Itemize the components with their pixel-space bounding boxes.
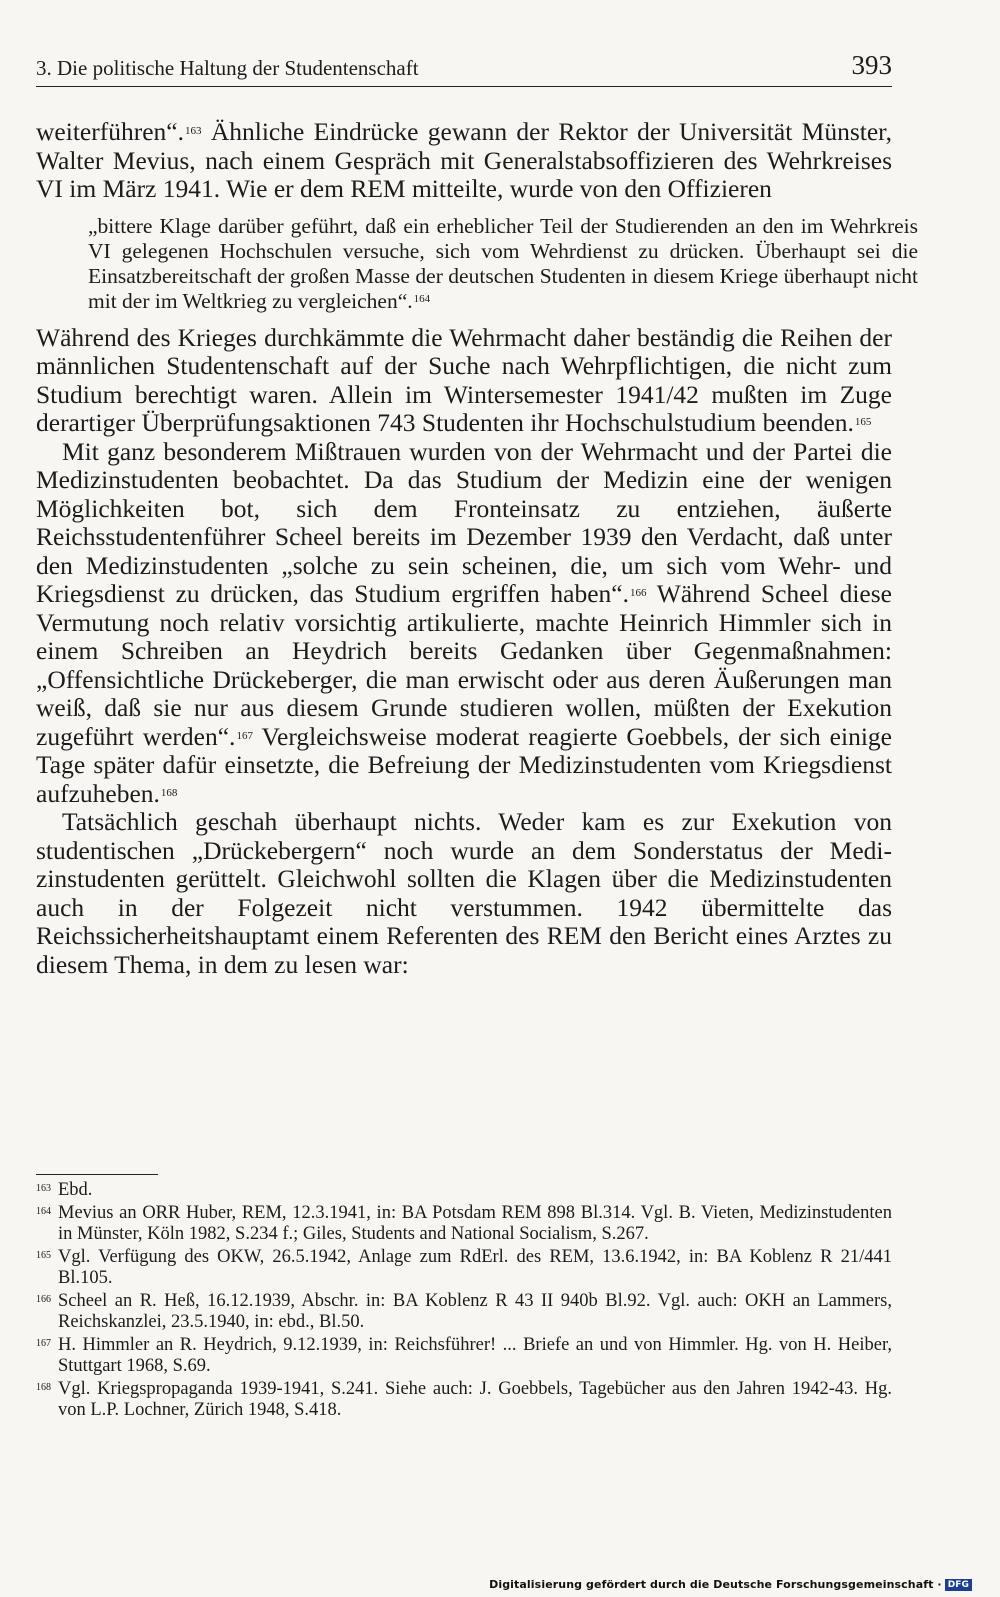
text-run: Vergleichsweise moderat reagierte Goebbels, der sich einige Tage später dafür einsetzte, die Befreiung der Medizinstudenten vom Kriegsdienst aufzuheben. — [36, 721, 892, 808]
footnote-text: H. Himmler an R. Heydrich, 9.12.1939, in: Reichsführer! ... Briefe an und von Himmler. Hg. von H. Heiber, Stuttgart 1968, S.69. — [58, 1334, 892, 1376]
footnote-text: Vgl. Verfügung des OKW, 26.5.1942, Anlage zum RdErl. des REM, 13.6.1942, in: BA Koblenz R 21/441 Bl.105. — [58, 1246, 892, 1288]
footnote — [36, 1379, 892, 1422]
text-run: Während Scheel diese Vermutung noch relativ vorsichtig artikulierte, machte Heinrich Himmler sich in einem Schreiben an Heydrich bereits Gedanken über Gegenmaßnahmen: „Offensichtliche Drückeberger, die man erwischt oder aus deren Äußerungen man weiß, daß sie nur aus diesem Grunde studieren wollen, müßten der Exekution zugeführt werden“. — [36, 579, 892, 751]
footnote-ref: 164 — [413, 292, 431, 305]
footnote-text: Ebd. — [58, 1180, 93, 1200]
paragraph: Tatsächlich geschah überhaupt nichts. Weder kam es zur Exekution von studentischen „Drückebergern“ noch wurde an dem Sonderstatus der Medizinstudenten gerüttelt. Gleichwohl sollten die Klagen über die Medizinstudenten auch in der Folgezeit nicht verstummen. 1942 übermittelte das Reichssicherheitshauptamt einem Referenten des REM den Bericht eines Arztes zu diesem Thema, in dem zu lesen war: — [36, 807, 892, 979]
footnote-text: Scheel an R. Heß, 16.12.1939, Abschr. in: BA Koblenz R 43 II 940b Bl.92. Vgl. auch: OKH an Lammers, Reichskanzlei, 23.5.1940, in: ebd., Bl.50. — [58, 1290, 892, 1332]
text-run: „bittere Klage darüber geführt, daß ein erheblicher Teil der Studierenden an den im Wehrkreis VI gelegenen Hochschulen versuche, sich vom Wehrdienst zu drücken. Überhaupt sei die Einsatzbereitschaft der großen Masse der deutschen Studenten in diesem Kriege überhaupt nicht mit der im Weltkrieg zu vergleichen“. — [88, 213, 918, 313]
main-text — [36, 117, 918, 979]
footnote-number: 165 — [36, 1249, 51, 1261]
text-run: weiterführen“. — [36, 117, 184, 146]
dfg-logo: DFG — [945, 1579, 972, 1591]
digitization-note: Digitalisierung gefördert durch die Deutsche Forschungsgemeinschaft · — [489, 1578, 942, 1591]
footnote — [36, 1247, 892, 1290]
text-run: Ähnliche Eindrücke gewann der Rektor der Universität Münster, Walter Mevius, nach einem Gespräch mit Generalstabsoffizieren des Wehrkreises VI im März 1941. Wie er dem REM mitteilte, wurde von den Offizieren — [36, 117, 892, 203]
footnote-text: Vgl. Kriegspropaganda 1939-1941, S.241. Siehe auch: J. Goebbels, Tagebücher aus den Jahren 1942-43. Hg. von L.P. Lochner, Zürich 1948, S.418. — [58, 1378, 892, 1420]
footnote-number: 163 — [36, 1183, 51, 1194]
text-run: Mit ganz besonderem Mißtrauen wurden von der Wehrmacht und der Partei die Medizinstudenten beobachtet. Da das Studium der Medizin eine der wenigen Möglichkeiten bot, sich dem Fronteinsatz zu entziehen, äußerte Reichsstudentenführer Scheel bereits im Dezember 1939 den Verdacht, daß unter den Medizinstudenten „solche zu sein scheinen, die, um sich vom Wehr- und Kriegsdienst zu drücken, das Studium ergriffen haben“. — [36, 436, 892, 608]
footnote-number: 166 — [36, 1293, 51, 1305]
paragraph — [36, 118, 892, 204]
footnote-ref: 163 — [184, 125, 202, 137]
footnote — [36, 1291, 892, 1334]
footnote-number: 164 — [36, 1205, 51, 1217]
footnote — [36, 1180, 892, 1202]
footnote-divider — [36, 1174, 158, 1175]
block-quote — [88, 214, 918, 314]
footnote-ref: 167 — [236, 729, 253, 742]
footnote-text: Mevius an ORR Huber, REM, 12.3.1941, in: BA Potsdam REM 898 Bl.314. Vgl. B. Vieten, Medizinstudenten in Münster, Köln 1982, S.234 f.; Giles, Students and National Socialism, S.267. — [58, 1202, 892, 1244]
footnote-number: 167 — [36, 1337, 51, 1349]
page-number: 393 — [851, 50, 892, 80]
digitization-credit — [489, 1578, 972, 1591]
footnote — [36, 1335, 892, 1378]
footnote-ref: 166 — [630, 587, 647, 599]
footnote-number: 168 — [36, 1381, 51, 1393]
paragraph — [36, 324, 892, 438]
running-head — [36, 50, 892, 87]
footnote-ref: 168 — [160, 786, 178, 799]
section-title: 3. Die politische Haltung der Studentenschaft — [36, 56, 419, 80]
paragraph — [36, 438, 892, 809]
text-run: Während des Krieges durchkämmte die Wehrmacht daher beständig die Reihen der männlichen Studentenschaft auf der Suche nach Wehrpflichtigen, die nicht zum Studium berechtigt waren. Allein im Wintersemester 1941/42 mußten im Zuge derartiger Überprüfungsaktionen 743 Studenten ihr Hochschulstudium beenden. — [36, 322, 892, 437]
footnote — [36, 1203, 892, 1246]
footnotes — [36, 1180, 892, 1423]
footnote-ref: 165 — [854, 416, 872, 428]
